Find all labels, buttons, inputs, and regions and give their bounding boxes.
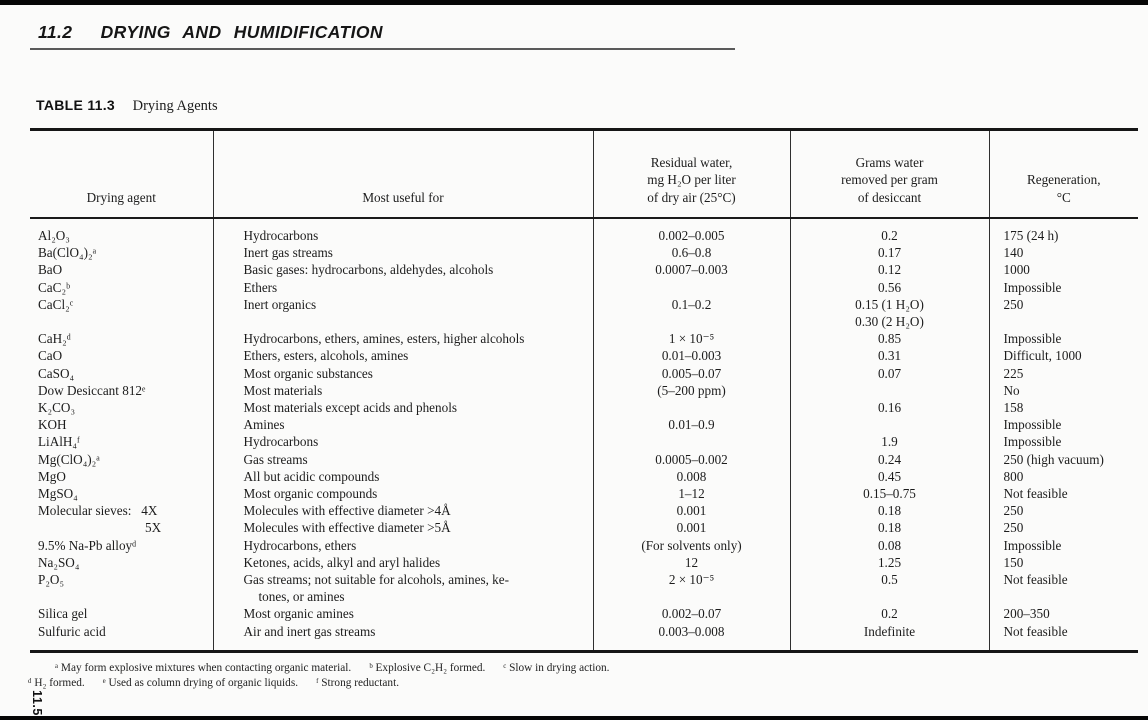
cell-residual: 0.001	[593, 519, 790, 536]
cell-regen: 800	[1003, 468, 1024, 484]
cell-grams: 0.85	[790, 330, 989, 347]
cell-regen: Impossible	[1003, 537, 1062, 553]
cell-regen: 250 (high vacuum)	[1003, 451, 1104, 467]
cell-useful: Gas streams; not suitable for alcohols, amines, ke- tones, or amines	[213, 571, 593, 605]
section-number: 11.2	[38, 22, 73, 42]
cell-residual: 0.6–0.8	[593, 244, 790, 261]
cell-regen: Not feasible	[1003, 623, 1068, 639]
cell-regen: Impossible	[1003, 434, 1062, 450]
cell-regen: Impossible	[1003, 417, 1062, 433]
table-row	[30, 468, 1138, 485]
column-header: Drying agent	[30, 130, 213, 219]
cell-regen: 158	[1003, 400, 1024, 416]
cell-useful: Hydrocarbons, ethers	[213, 537, 593, 554]
cell-agent: LiAlH₄ᶠ	[30, 433, 213, 450]
table-header	[30, 130, 1138, 219]
cell-residual: 0.002–0.07	[593, 605, 790, 622]
cell-residual: 0.001	[593, 502, 790, 519]
cell-regen: No	[1003, 382, 1020, 398]
footnote: ᵉ Used as column drying of organic liquids.	[102, 676, 299, 689]
table-row	[30, 519, 1138, 536]
cell-agent: CaC₂ᵇ	[30, 279, 213, 296]
cell-useful: Ketones, acids, alkyl and aryl halides	[213, 554, 593, 571]
cell-grams: 0.18	[790, 519, 989, 536]
cell-useful: Basic gases: hydrocarbons, aldehydes, alcohols	[213, 261, 593, 278]
table-row	[30, 296, 1138, 330]
table-row	[30, 537, 1138, 554]
table-row	[30, 261, 1138, 278]
cell-residual: 1 × 10⁻⁵	[593, 330, 790, 347]
cell-useful: Molecules with effective diameter >4Å	[213, 502, 593, 519]
cell-useful: Amines	[213, 416, 593, 433]
footnote: ᶜ Slow in drying action.	[503, 661, 610, 674]
footnote: ᵇ Explosive C₂H₂ formed.	[369, 661, 486, 674]
cell-agent: CaCl₂ᶜ	[30, 296, 213, 330]
cell-useful: Air and inert gas streams	[213, 623, 593, 652]
table-row	[30, 330, 1138, 347]
cell-residual	[593, 279, 790, 296]
table-row	[30, 244, 1138, 261]
table-body	[30, 218, 1138, 651]
cell-agent: Silica gel	[30, 605, 213, 622]
cell-agent: P₂O₅	[30, 571, 213, 605]
cell-grams	[790, 382, 989, 399]
table-footnotes	[28, 661, 1138, 691]
cell-residual: 2 × 10⁻⁵	[593, 571, 790, 605]
cell-grams: 0.5	[790, 571, 989, 605]
table-row	[30, 347, 1138, 364]
cell-grams: 1.9	[790, 433, 989, 450]
cell-useful: Ethers	[213, 279, 593, 296]
cell-regen: Difficult, 1000	[1003, 348, 1082, 364]
cell-agent: Na₂SO₄	[30, 554, 213, 571]
cell-agent: BaO	[30, 261, 213, 278]
cell-regen: 175 (24 h)	[1003, 228, 1059, 243]
cell-grams: 0.2	[790, 605, 989, 622]
cell-useful: Most organic amines	[213, 605, 593, 622]
cell-agent: Ba(ClO₄)₂ᵃ	[30, 244, 213, 261]
cell-grams: 0.17	[790, 244, 989, 261]
table-row	[30, 571, 1138, 605]
table-row	[30, 623, 1138, 652]
cell-agent: Al₂O₃	[30, 218, 213, 244]
footnote-line	[28, 676, 1138, 691]
footnote: ᵈ H₂ formed.	[28, 676, 85, 689]
cell-residual: (For solvents only)	[593, 537, 790, 554]
cell-residual: 0.002–0.005	[593, 218, 790, 244]
cell-regen: 1000	[1003, 262, 1030, 278]
cell-agent: 9.5% Na-Pb alloyᵈ	[30, 537, 213, 554]
table-row	[30, 279, 1138, 296]
cell-useful: Molecules with effective diameter >5Å	[213, 519, 593, 536]
cell-grams	[790, 416, 989, 433]
cell-regen: Impossible	[1003, 331, 1062, 347]
section-title: DRYING AND HUMIDIFICATION	[100, 22, 383, 42]
cell-agent: Sulfuric acid	[30, 623, 213, 652]
cell-grams: 0.18	[790, 502, 989, 519]
table-row	[30, 365, 1138, 382]
cell-grams: 0.45	[790, 468, 989, 485]
cell-regen: Impossible	[1003, 279, 1062, 295]
table-caption	[30, 97, 1148, 115]
cell-grams: 0.15 (1 H₂O) 0.30 (2 H₂O)	[790, 296, 989, 330]
cell-regen: 250	[1003, 520, 1024, 536]
column-header: Most useful for	[213, 130, 593, 219]
cell-residual: 1–12	[593, 485, 790, 502]
cell-residual: 0.0005–0.002	[593, 451, 790, 468]
cell-regen: 250	[1003, 296, 1024, 312]
cell-grams: 0.15–0.75	[790, 485, 989, 502]
cell-useful: Most materials except acids and phenols	[213, 399, 593, 416]
cell-regen: 150	[1003, 554, 1024, 570]
cell-agent: Dow Desiccant 812ᵉ	[30, 382, 213, 399]
page-bottom-edge	[0, 716, 1148, 720]
cell-useful: Most organic compounds	[213, 485, 593, 502]
cell-residual: 0.01–0.9	[593, 416, 790, 433]
cell-regen: 250	[1003, 503, 1024, 519]
table-row	[30, 554, 1138, 571]
heading-rule	[30, 48, 735, 50]
cell-useful: Hydrocarbons	[213, 433, 593, 450]
footnote-line	[28, 661, 1138, 676]
cell-agent: MgO	[30, 468, 213, 485]
cell-residual: (5–200 ppm)	[593, 382, 790, 399]
table-row	[30, 399, 1138, 416]
cell-regen: 225	[1003, 365, 1024, 381]
cell-useful: Most organic substances	[213, 365, 593, 382]
cell-grams: Indefinite	[790, 623, 989, 652]
table-row	[30, 416, 1138, 433]
cell-useful: Inert gas streams	[213, 244, 593, 261]
cell-useful: Ethers, esters, alcohols, amines	[213, 347, 593, 364]
cell-useful: Gas streams	[213, 451, 593, 468]
cell-agent: CaO	[30, 347, 213, 364]
footnote: ᶠ Strong reductant.	[316, 676, 400, 689]
page-number: 11.5	[29, 690, 44, 716]
cell-agent: KOH	[30, 416, 213, 433]
column-header: Grams water removed per gram of desiccant	[790, 130, 989, 219]
cell-agent: K₂CO₃	[30, 399, 213, 416]
column-header: Regeneration, °C	[989, 130, 1138, 219]
cell-useful: Most materials	[213, 382, 593, 399]
cell-grams: 0.08	[790, 537, 989, 554]
cell-agent: Molecular sieves: 4X	[30, 502, 213, 519]
table-caption-title: Drying Agents	[132, 98, 218, 114]
cell-residual: 12	[593, 554, 790, 571]
table-row	[30, 502, 1138, 519]
cell-residual	[593, 433, 790, 450]
cell-agent: MgSO₄	[30, 485, 213, 502]
cell-regen: Not feasible	[1003, 572, 1068, 588]
table-caption-label: TABLE 11.3	[36, 97, 115, 113]
cell-residual: 0.1–0.2	[593, 296, 790, 330]
cell-regen: 140	[1003, 245, 1024, 261]
cell-agent: CaH₂ᵈ	[30, 330, 213, 347]
cell-grams: 0.24	[790, 451, 989, 468]
cell-grams: 0.56	[790, 279, 989, 296]
cell-useful: Inert organics	[213, 296, 593, 330]
cell-grams: 0.2	[790, 218, 989, 244]
cell-residual: 0.01–0.003	[593, 347, 790, 364]
cell-useful: Hydrocarbons	[213, 218, 593, 244]
cell-regen: 200–350	[1003, 606, 1050, 622]
cell-residual: 0.0007–0.003	[593, 261, 790, 278]
drying-agents-table	[30, 128, 1138, 653]
table-row	[30, 485, 1138, 502]
cell-grams: 0.12	[790, 261, 989, 278]
cell-grams: 0.16	[790, 399, 989, 416]
cell-grams: 0.07	[790, 365, 989, 382]
cell-residual	[593, 399, 790, 416]
cell-residual: 0.008	[593, 468, 790, 485]
footnote: ᵃ May form explosive mixtures when contacting organic material.	[55, 661, 352, 674]
table-row	[30, 605, 1138, 622]
cell-agent: CaSO₄	[30, 365, 213, 382]
table-row	[30, 382, 1138, 399]
cell-regen: Not feasible	[1003, 486, 1068, 502]
page-top-edge	[0, 0, 1148, 5]
cell-useful: Hydrocarbons, ethers, amines, esters, higher alcohols	[213, 330, 593, 347]
column-header: Residual water, mg H₂O per liter of dry air (25°C)	[593, 130, 790, 219]
cell-residual: 0.005–0.07	[593, 365, 790, 382]
cell-residual: 0.003–0.008	[593, 623, 790, 652]
section-heading	[30, 22, 1138, 42]
table-row	[30, 433, 1138, 450]
cell-agent: Mg(ClO₄)₂ᵃ	[30, 451, 213, 468]
table-header-row	[30, 130, 1138, 219]
cell-useful: All but acidic compounds	[213, 468, 593, 485]
cell-grams: 1.25	[790, 554, 989, 571]
cell-grams: 0.31	[790, 347, 989, 364]
table-row	[30, 451, 1138, 468]
section-header	[30, 22, 1138, 50]
table-row	[30, 218, 1138, 244]
cell-agent: 5X	[30, 519, 213, 536]
